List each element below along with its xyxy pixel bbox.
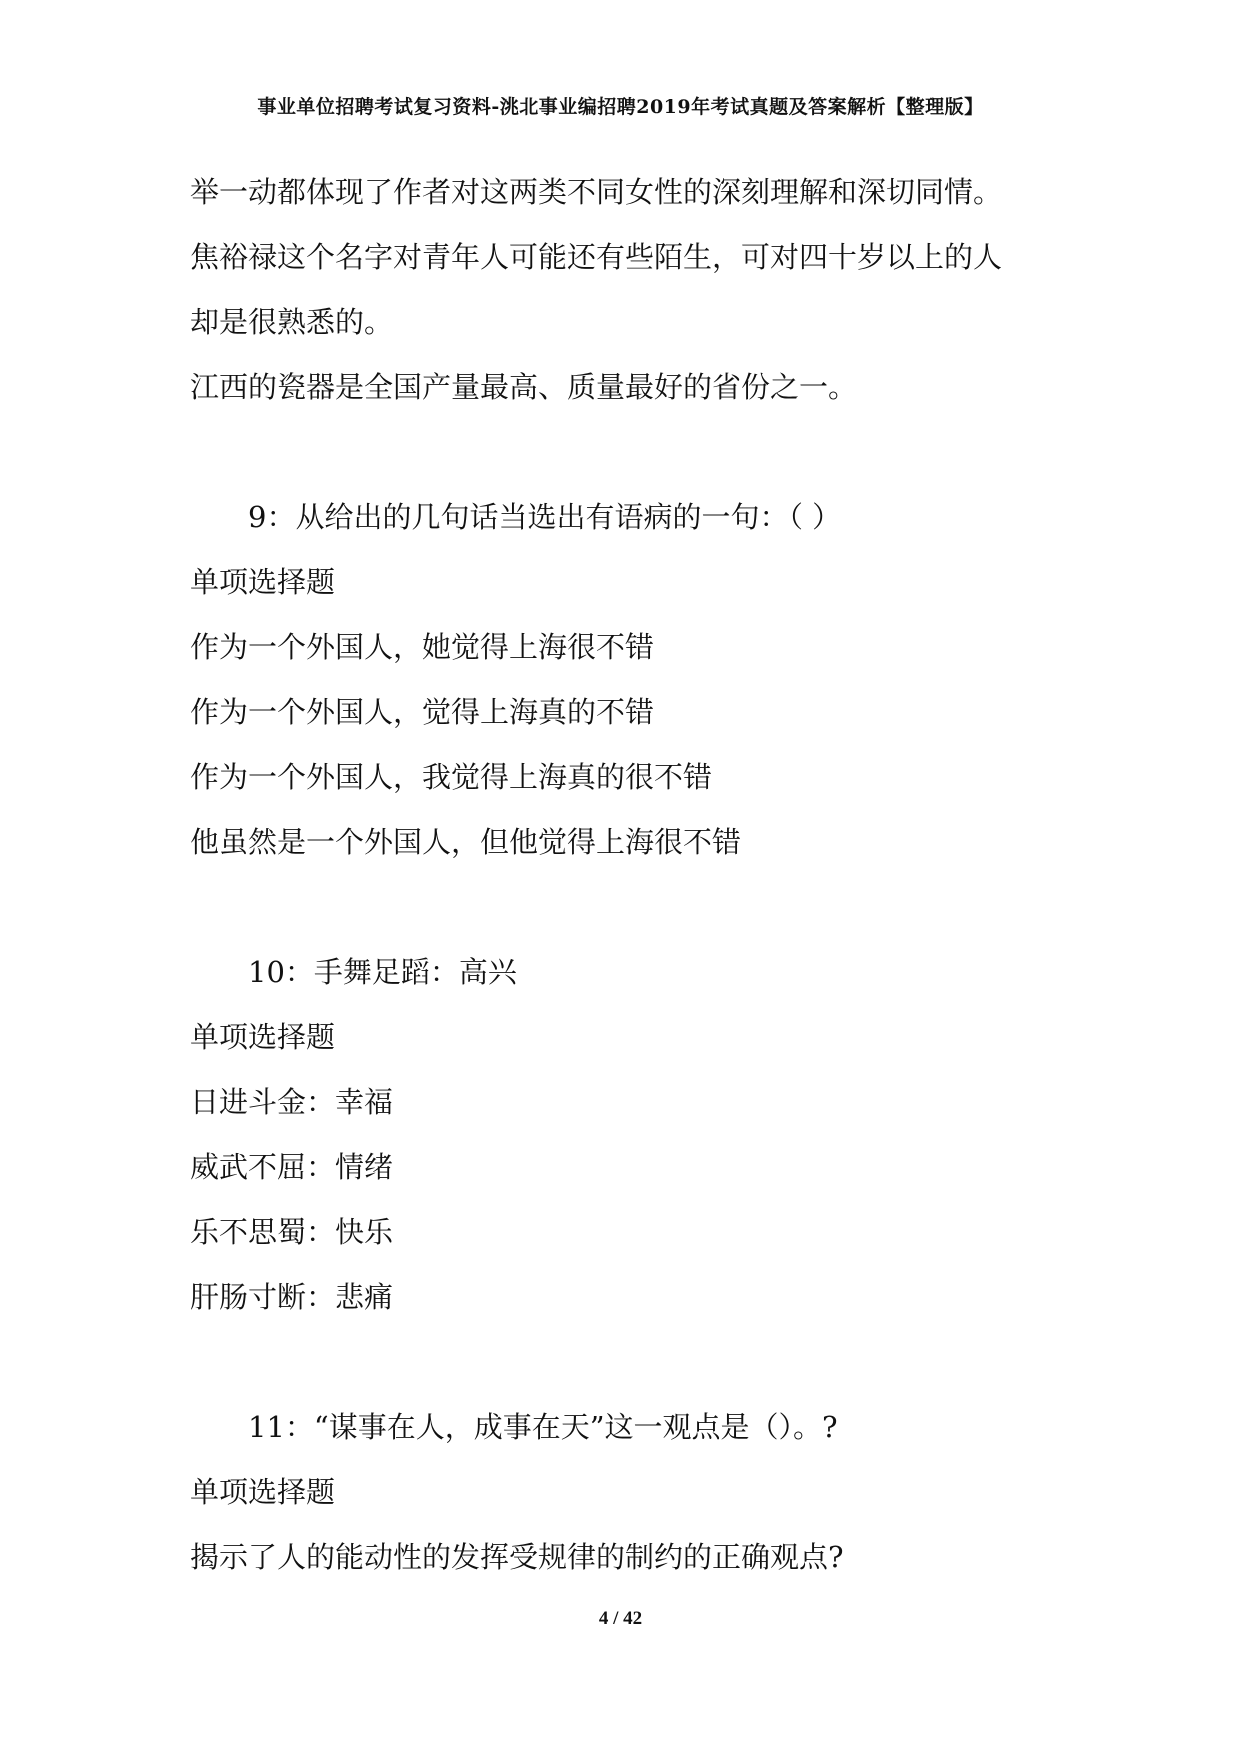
paragraph-line: 却是很熟悉的。 <box>190 305 394 339</box>
option-item: 威武不屈：情绪 <box>190 1150 394 1184</box>
paragraph-line: 举一动都体现了作者对这两类不同女性的深刻理解和深切同情。 <box>190 175 1003 209</box>
option-item: 作为一个外国人，觉得上海真的不错 <box>190 695 655 729</box>
question-stem: 11：“谋事在人，成事在天”这一观点是（）。? <box>248 1410 838 1444</box>
option-item: 日进斗金：幸福 <box>190 1085 394 1119</box>
question-11 <box>190 1395 1090 1590</box>
paragraph-line: 焦裕禄这个名字对青年人可能还有些陌生，可对四十岁以上的人 <box>190 240 1003 274</box>
spacer <box>190 875 1090 940</box>
question-stem: 9：从给出的几句话当选出有语病的一句：（ ） <box>248 500 842 534</box>
page-header-title: 事业单位招聘考试复习资料-洮北事业编招聘2019年考试真题及答案解析【整理版】 <box>257 96 984 118</box>
spacer <box>190 420 1090 485</box>
option-item: 肝肠寸断：悲痛 <box>190 1280 394 1314</box>
question-type: 单项选择题 <box>190 565 336 599</box>
option-item: 作为一个外国人，她觉得上海很不错 <box>190 630 655 664</box>
spacer <box>190 1330 1090 1395</box>
question-10 <box>190 940 1090 1330</box>
paragraph-line: 江西的瓷器是全国产量最高、质量最好的省份之一。 <box>190 370 858 404</box>
question-type: 单项选择题 <box>190 1020 336 1054</box>
option-item: 乐不思蜀：快乐 <box>190 1215 394 1249</box>
question-9 <box>190 485 1090 875</box>
option-item: 他虽然是一个外国人，但他觉得上海很不错 <box>190 825 742 859</box>
document-body <box>190 160 1090 1590</box>
question-type: 单项选择题 <box>190 1475 336 1509</box>
question-stem: 10：手舞足蹈：高兴 <box>248 955 517 989</box>
page-number: 4 / 42 <box>598 1608 643 1629</box>
option-item: 揭示了人的能动性的发挥受规律的制约的正确观点? <box>190 1540 844 1574</box>
option-item: 作为一个外国人，我觉得上海真的很不错 <box>190 760 713 794</box>
